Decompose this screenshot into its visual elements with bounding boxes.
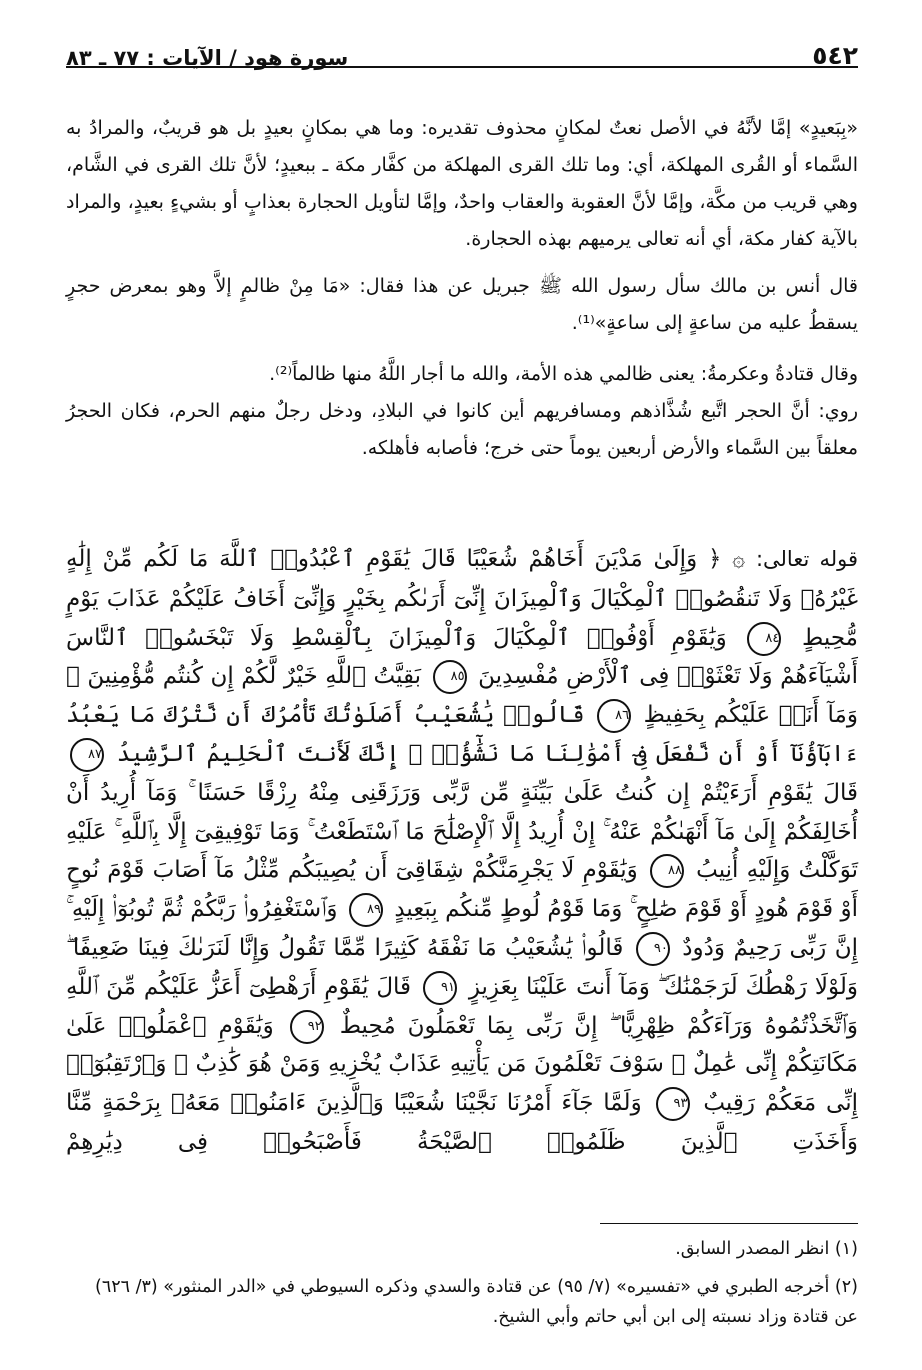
verse-text: وَيَٰقَوْمِ لَا يَجْرِمَنَّكُمْ شِقَاقِىٓ أَن يُصِيبَكُم مِّثْلُ مَآ أَصَابَ قَوْمَ نُوحٍ أَوْ قَوْمَ هُودٍ أَوْ قَوْمَ صَٰلِحٍ ۚ وَمَا قَوْمُ لُوطٍ مِّنكُم بِبَعِيدٍ [66,857,858,923]
footnote: (٢) أخرجه الطبري في «تفسيره» (٧/ ٩٥) عن قتادة والسدي وذكره السيوطي في «الدر المنثور» (٣/ ٦٢٦) عن قتادة وزاد نسبته إلى ابن أبي حاتم وأبي الشيخ. [95,1277,858,1327]
verse-text: قَالُوا۟ يَٰشُعَيْبُ أَصَلَوٰتُكَ تَأْمُرُكَ أَن نَّتْرُكَ مَا يَعْبُدُ ءَابَآؤُنَآ أَوْ أَن نَّفْعَلَ فِىٓ أَمْوَٰلِنَا مَا نَشَٰٓؤُا۟ ۖ إِنَّكَ لَأَنتَ ٱلْحَلِيمُ ٱلرَّشِيدُ [66,702,858,767]
ayah-number-marker: ٨٧ [70,738,104,772]
header-rule [66,66,858,68]
verse-text: قَالُوا۟ يَٰشُعَيْبُ مَا نَفْقَهُ كَثِيرًا مِّمَّا تَقُولُ وَإِنَّا لَنَرَىٰكَ فِينَا ضَعِيفًا ۖ وَلَوْلَا رَهْطُكَ لَرَجَمْنَٰكَ ۖ وَمَآ أَنتَ عَلَيْنَا بِعَزِيزٍ [66,934,858,1000]
verse-text: ﴿ وَإِلَىٰ مَدْيَنَ أَخَاهُمْ شُعَيْبًا قَالَ يَٰقَوْمِ ٱعْبُدُوا۟ ٱللَّهَ مَا لَكُم مِّنْ إِلَٰهٍ غَيْرُهُۥ وَلَا تَنقُصُوا۟ ٱلْمِكْيَالَ وَٱلْمِيزَانَ إِنِّىٓ أَرَىٰكُم بِخَيْرٍ وَإِنِّىٓ أَخَافُ عَلَيْكُمْ عَذَابَ يَوْمٍ مُّحِيطٍ [66,546,858,651]
verse-text: وَٱسْتَغْفِرُوا۟ رَبَّكُمْ ثُمَّ تُوبُوٓا۟ إِلَيْهِ ۚ إِنَّ رَبِّى رَحِيمٌ وَدُودٌ [66,896,858,961]
commentary-text [66,110,858,467]
footnote-rule [600,1223,858,1224]
ayah-number-marker: ٩٣ [656,1087,690,1121]
verse-text: بَقِيَّتُ ٱللَّهِ خَيْرٌ لَّكُمْ إِن كُنتُم مُّؤْمِنِينَ ۚ وَمَآ أَنَا۠ عَلَيْكُم بِحَفِيظٍ [66,663,858,729]
commentary-paragraph: «بِبَعيدٍ» إمَّا لأنَّهُ في الأصل نعتٌ لمكانٍ محذوف تقديره: وما هي بمكانٍ بعيدٍ بل هو قريبٌ، والمرادُ به السَّماء أو القُرى المهلكة، أي: وما تلك القرى المهلكة من كفَّار مكة ـ ببعيدٍ؛ لأنَّ تلك القرى في الشَّام، وهي قريب من مكَّة، وإمَّا لأنَّ العقوبة والعقاب واحدٌ، وإمَّا لتأويل الحجارة بعذابٍ أو بشيءٍ بعيدٍ، والمراد بالآية كفار مكة، أي أنه تعالى يرميهم بهذه الحجارة. [66,117,858,250]
running-header [66,30,858,70]
footnote: (١) انظر المصدر السابق. [675,1239,858,1259]
verse-text: وَيَٰقَوْمِ أَوْفُوا۟ ٱلْمِكْيَالَ وَٱلْمِيزَانَ بِٱلْقِسْطِ وَلَا تَبْخَسُوا۟ ٱلنَّاسَ أَشْيَآءَهُمْ وَلَا تَعْثَوْا۟ فِى ٱلْأَرْضِ مُفْسِدِينَ [66,624,858,690]
ayah-number-marker: ٩٢ [290,1010,324,1044]
verse-text: وَلَمَّا جَآءَ أَمْرُنَا نَجَّيْنَا شُعَيْبًا وَٱلَّذِينَ ءَامَنُوا۟ مَعَهُۥ بِرَحْمَةٍ مِّنَّا وَأَخَذَتِ ٱلَّذِينَ ظَلَمُوا۟ ٱلصَّيْحَةُ فَأَصْبَحُوا۟ فِى دِيَٰرِهِمْ [66,1090,858,1155]
header-title: سورة هود / الآيات : ٧٧ ـ ٨٣ [66,46,349,70]
ayah-number-marker: ٨٦ [597,699,631,733]
quran-lead-text: قوله تعالى: [755,547,858,571]
ayah-number-marker: ٨٩ [349,893,383,927]
ayah-number-marker: ٩٠ [636,932,670,966]
verse-text: وَيَٰقَوْمِ ٱعْمَلُوا۟ عَلَىٰ مَكَانَتِكُمْ إِنِّى عَٰمِلٌ ۖ سَوْفَ تَعْلَمُونَ مَن يَأْتِيهِ عَذَابٌ يُخْزِيهِ وَمَنْ هُوَ كَٰذِبٌ ۖ وَٱرْتَقِبُوٓا۟ إِنِّى مَعَكُمْ رَقِيبٌ [66,1012,858,1117]
footnotes [66,1234,858,1340]
commentary-paragraph: قال أنس بن مالك سأل رسول الله ﷺ جبريل عن هذا فقال: «مَا مِنْ ظالمٍ إلاَّ وهو بمعرض حجرٍ يسقطُ عليه من ساعةٍ إلى ساعةٍ»⁽¹⁾. [66,275,858,334]
book-page [66,30,858,1350]
quran-verses [66,546,858,1155]
ayah-number-marker: ٩١ [423,971,457,1005]
ayah-number-marker: ٨٤ [747,622,781,656]
verse-text: قَالَ يَٰقَوْمِ أَرَءَيْتُمْ إِن كُنتُ عَلَىٰ بَيِّنَةٍ مِّن رَّبِّى وَرَزَقَنِى مِنْهُ رِزْقًا حَسَنًا ۚ وَمَآ أُرِيدُ أَنْ أُخَالِفَكُمْ إِلَىٰ مَآ أَنْهَىٰكُمْ عَنْهُ ۚ إِنْ أُرِيدُ إِلَّا ٱلْإِصْلَٰحَ مَا ٱسْتَطَعْتُ ۚ وَمَا تَوْفِيقِىٓ إِلَّا بِٱللَّهِ ۚ عَلَيْهِ تَوَكَّلْتُ وَإِلَيْهِ أُنِيبُ [66,779,858,884]
verse-text: قَالَ يَٰقَوْمِ أَرَهْطِىٓ أَعَزُّ عَلَيْكُم مِّنَ ٱللَّهِ وَٱتَّخَذْتُمُوهُ وَرَآءَكُمْ ظِهْرِيًّا ۖ إِنَّ رَبِّى بِمَا تَعْمَلُونَ مُحِيطٌ [66,973,858,1039]
page-number: ٥٤٢ [812,41,858,70]
ayah-number-marker: ٨٥ [433,660,467,694]
quran-passage [66,540,858,1162]
commentary-paragraph: روي: أنَّ الحجر اتَّبع شُذَّاذهم ومسافريهم أين كانوا في البلادِ، ودخل رجلٌ منهم الحرم، فكان الحجرُ معلقاً بين السَّماء والأرض أربعين يوماً حتى خرج؛ فأصابه فأهلكه. [66,400,858,459]
ayah-number-marker: ٨٨ [650,854,684,888]
rub-el-hizb-icon: ۞ [732,547,746,572]
commentary-paragraph: وقال قتادةُ وعكرمةُ: يعنى ظالمي هذه الأمة، والله ما أجار اللَّهُ منها ظالماً⁽²⁾. [269,363,858,385]
